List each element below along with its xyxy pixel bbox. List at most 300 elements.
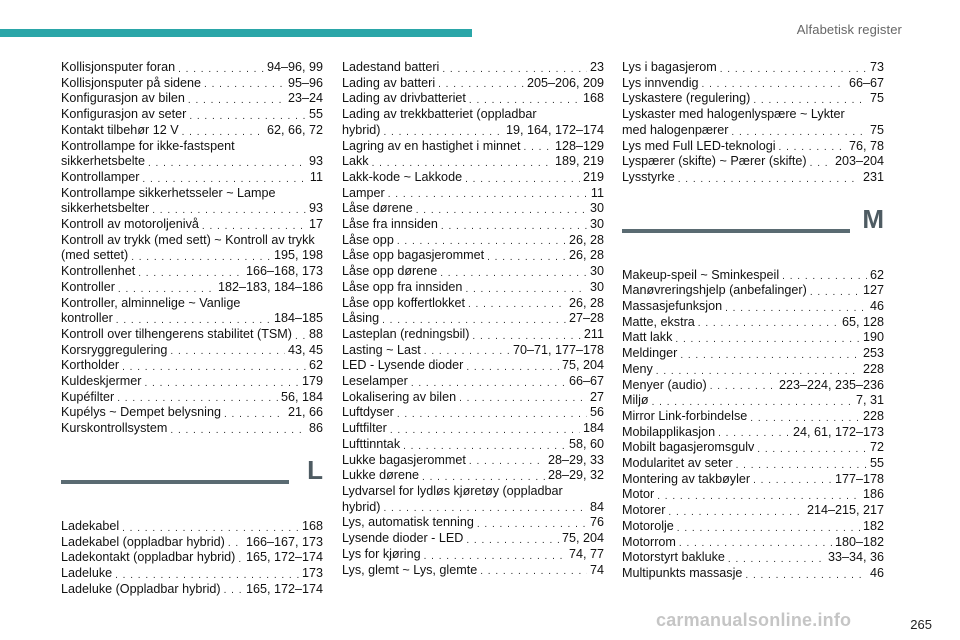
index-entry-pages: 17 (308, 217, 323, 232)
dot-leader (652, 396, 853, 409)
index-entry-pages: 27–28 (568, 311, 604, 326)
dot-leader (745, 569, 867, 582)
index-entry-pages: 7, 31 (855, 393, 884, 408)
index-entry-term: Makeup-speil ~ Sminkespeil (622, 267, 780, 282)
index-entry-pages: 182 (862, 518, 884, 533)
index-entry (61, 91, 323, 107)
dot-leader (224, 584, 243, 597)
index-entry-term: Mirror Link-forbindelse (622, 408, 748, 423)
index-entry-term: hybrid) (342, 122, 381, 137)
index-entry-pages: 30 (589, 201, 604, 216)
index-entry (622, 519, 884, 535)
index-entry (61, 248, 323, 264)
index-entry-pages: 165, 172–174 (245, 550, 323, 565)
dot-leader (142, 173, 307, 186)
index-entry (342, 154, 604, 170)
dot-leader (710, 380, 776, 393)
index-entry-term: Lufttinntak (342, 436, 401, 451)
dot-leader (403, 440, 566, 453)
dot-leader (810, 286, 860, 299)
index-entry-term: Kollisjonsputer foran (61, 60, 176, 74)
index-entry-term: Ladekabel (61, 518, 120, 533)
index-entry-pages: 214–215, 217 (806, 503, 884, 518)
index-entry-pages: 58, 60 (568, 436, 604, 451)
index-entry-term: Kontrollamper (61, 169, 140, 184)
index-entry-term: Låsing (342, 311, 380, 326)
index-entry (342, 374, 604, 390)
section-divider (61, 480, 289, 484)
dot-leader (678, 173, 860, 186)
index-entry-term: Låse opp koffertlokket (342, 295, 465, 310)
index-entry-pages: 184 (582, 421, 604, 436)
index-entry-pages: 74, 77 (568, 546, 604, 561)
index-entry (342, 453, 604, 469)
index-entry-term: Låse dørene (342, 201, 413, 216)
index-entry-pages: 43, 45 (287, 342, 323, 357)
index-entry (622, 76, 884, 92)
dot-leader (202, 220, 306, 233)
index-entry-term: Kortholder (61, 358, 120, 373)
index-entry-term: Lamper (342, 185, 385, 200)
index-entry-pages: 173 (301, 565, 323, 580)
dot-leader (122, 361, 306, 374)
index-entry (342, 123, 604, 139)
dot-leader (675, 333, 860, 346)
index-entry (342, 405, 604, 421)
index-entry-pages: 128–129 (554, 138, 604, 153)
index-entry-term: Kupéfilter (61, 389, 115, 404)
index-entry-term: Kontroller (61, 279, 115, 294)
index-entry (61, 60, 323, 76)
section-letter: L (307, 454, 323, 485)
index-entry-term: Meny (622, 361, 653, 376)
index-entry-term: Lys i bagasjerom (622, 60, 717, 74)
index-entry-term: Låse opp dørene (342, 264, 438, 279)
dot-leader (442, 63, 587, 76)
index-entry-pages: 127 (862, 283, 884, 298)
index-entry-term: Matt lakk (622, 330, 673, 345)
index-entry (342, 343, 604, 359)
dot-leader (424, 550, 566, 563)
index-entry-pages: 62 (869, 267, 884, 282)
dot-leader (736, 459, 867, 472)
index-entry (622, 139, 884, 155)
dot-leader (480, 565, 587, 578)
index-entry (61, 390, 323, 406)
index-list-l-end (622, 60, 884, 186)
dot-leader (779, 141, 846, 154)
dot-leader (170, 345, 285, 358)
dot-leader (131, 251, 271, 264)
dot-leader (117, 392, 278, 405)
index-list-l-continued (342, 60, 604, 578)
dot-leader (487, 251, 566, 264)
index-entry-term: Konfigurasjon av bilen (61, 91, 185, 106)
index-entry-pages: 177–178 (834, 471, 884, 486)
dot-leader (178, 63, 264, 76)
dot-leader (718, 427, 790, 440)
index-entry (61, 170, 323, 186)
index-entry (342, 547, 604, 563)
dot-leader (657, 490, 860, 503)
index-entry-term: Lading av batteri (342, 75, 436, 90)
dot-leader (753, 474, 832, 487)
index-entry (622, 503, 884, 519)
dot-leader (116, 314, 271, 327)
index-entry-text: Kontrollampe for ikke-fastspent (61, 138, 235, 153)
index-entry-term: Lys, automatisk tenning (342, 515, 474, 530)
index-entry-term: Motorrom (622, 534, 676, 549)
index-entry (342, 91, 604, 107)
index-entry-pages: 165, 172–174 (245, 581, 323, 596)
index-entry-pages: 55 (308, 107, 323, 122)
index-entry-text: Kontrollampe sikkerhetsseler ~ Lampe (61, 185, 276, 200)
index-entry (622, 346, 884, 362)
index-entry (342, 468, 604, 484)
index-entry (61, 550, 323, 566)
index-entry-pages: 21, 66 (287, 405, 323, 420)
index-entry-text: Lyskaster med halogenlyspære ~ Lykter (622, 107, 845, 122)
dot-leader (698, 317, 839, 330)
index-entry-term: Massasjefunksjon (622, 299, 723, 314)
dot-leader (416, 204, 587, 217)
index-entry-term: Matte, ekstra (622, 314, 695, 329)
index-entry-pages: 205–206, 209 (526, 75, 604, 90)
dot-leader (170, 424, 306, 437)
dot-leader (440, 267, 587, 280)
index-list-m (622, 268, 884, 582)
index-entry-pages: 62 (308, 358, 323, 373)
dot-leader (390, 424, 580, 437)
index-entry-pages: 186 (862, 487, 884, 502)
dot-leader (731, 126, 867, 139)
dot-leader (750, 412, 860, 425)
dot-leader (465, 173, 580, 186)
index-entry-term: Lakk-kode ~ Lakkode (342, 169, 463, 184)
index-entry-pages: 228 (862, 361, 884, 376)
index-entry-term: Lakk (342, 154, 369, 169)
index-entry-pages: 231 (862, 169, 884, 184)
dot-leader (782, 270, 867, 283)
index-entry (622, 283, 884, 299)
index-entry-pages: 33–34, 36 (827, 550, 884, 565)
index-entry (342, 311, 604, 327)
index-entry (61, 566, 323, 582)
index-entry (622, 268, 884, 284)
dot-leader (115, 569, 299, 582)
index-entry-term: Korsryggregulering (61, 342, 168, 357)
index-entry-term: Motor (622, 487, 655, 502)
index-entry-term: Mobilt bagasjeromsgulv (622, 440, 755, 455)
index-entry-pages: 55 (869, 456, 884, 471)
index-entry-term: kontroller (61, 311, 113, 326)
index-entry (622, 535, 884, 551)
index-entry (61, 76, 323, 92)
index-entry-term: Ladekabel (oppladbar hybrid) (61, 534, 225, 549)
index-entry-term: Lukke dørene (342, 468, 420, 483)
index-entry-term: Kontakt tilbehør 12 V (61, 122, 179, 137)
index-entry (342, 390, 604, 406)
index-entry-pages: 168 (582, 91, 604, 106)
index-entry-term: Montering av takbøyler (622, 471, 751, 486)
index-entry-pages: 74 (589, 562, 604, 577)
index-entry-term: Ladekontakt (oppladbar hybrid) (61, 550, 236, 565)
index-entry-term: med halogenpærer (622, 122, 729, 137)
index-entry (342, 139, 604, 155)
dot-leader (372, 157, 552, 170)
index-entry-pages: 27 (589, 389, 604, 404)
index-entry (61, 327, 323, 343)
index-entry-text: Lydvarsel for lydløs kjøretøy (oppladbar (342, 483, 563, 498)
dot-leader (468, 298, 566, 311)
index-entry-term: Konfigurasjon av seter (61, 107, 187, 122)
index-entry-term: Kontroll av motoroljenivå (61, 217, 199, 232)
index-entry-pages: 93 (308, 201, 323, 216)
dot-leader (441, 220, 587, 233)
dot-leader (438, 78, 524, 91)
page-number: 265 (910, 617, 932, 632)
index-entry (622, 487, 884, 503)
dot-leader (459, 392, 587, 405)
index-entry-term: Låse opp (342, 232, 394, 247)
dot-leader (145, 377, 299, 390)
index-entry-pages: 75, 204 (561, 531, 604, 546)
index-entry (622, 315, 884, 331)
index-entry-pages: 180–182 (834, 534, 884, 549)
index-entry (61, 280, 323, 296)
index-entry-term: Modularitet av seter (622, 456, 733, 471)
index-entry-pages: 179 (301, 374, 323, 389)
index-entry-term: sikkerhetsbelter (61, 201, 150, 216)
index-entry (622, 123, 884, 139)
index-entry-term: (med settet) (61, 248, 129, 263)
dot-leader (465, 283, 587, 296)
index-entry (342, 76, 604, 92)
index-entry (342, 296, 604, 312)
dot-leader (182, 126, 264, 139)
section-header-m (622, 203, 884, 258)
index-entry (622, 330, 884, 346)
index-entry-term: Ladestand batteri (342, 60, 440, 74)
index-entry-pages: 195, 198 (273, 248, 323, 263)
section-divider (622, 229, 850, 233)
index-entry-pages: 30 (589, 264, 604, 279)
index-entry-pages: 46 (869, 565, 884, 580)
index-entry (622, 393, 884, 409)
dot-leader (524, 141, 552, 154)
index-entry (622, 91, 884, 107)
index-entry-pages: 166–168, 173 (245, 264, 323, 279)
index-entry-pages: 11 (309, 169, 323, 184)
index-entry (342, 264, 604, 280)
index-entry-term: Motorolje (622, 518, 674, 533)
index-entry-term: Motorstyrt bakluke (622, 550, 725, 565)
index-entry (342, 500, 604, 516)
index-column-3 (622, 60, 884, 582)
index-entry-pages: 72 (869, 440, 884, 455)
dot-leader (679, 537, 832, 550)
index-entry (622, 378, 884, 394)
index-entry-pages: 26, 28 (568, 295, 604, 310)
index-entry-term: Låse opp fra innsiden (342, 279, 463, 294)
index-entry-text: Kontroll av trykk (med sett) ~ Kontroll av trykk (61, 232, 315, 247)
index-entry (342, 233, 604, 249)
index-entry (61, 374, 323, 390)
index-entry (342, 201, 604, 217)
index-entry-term: Kupélys ~ Dempet belysning (61, 405, 221, 420)
dot-leader (728, 553, 825, 566)
index-entry (622, 550, 884, 566)
index-entry-pages: 66–67 (848, 75, 884, 90)
index-entry-term: Lukke bagasjerommet (342, 452, 466, 467)
page-header-title: Alfabetisk register (796, 22, 902, 37)
index-entry-term: Låse opp bagasjerommet (342, 248, 485, 263)
index-entry (342, 327, 604, 343)
dot-leader (720, 63, 867, 76)
dot-leader (397, 408, 587, 421)
index-entry (622, 472, 884, 488)
index-entry-pages: 95–96 (287, 75, 323, 90)
index-entry-pages: 62, 66, 72 (266, 122, 323, 137)
index-entry-term: Multipunkts massasje (622, 565, 743, 580)
index-entry-pages: 211 (583, 326, 604, 341)
index-entry (622, 60, 884, 76)
index-entry (342, 217, 604, 233)
index-entry-pages: 75 (869, 91, 884, 106)
index-entry (342, 515, 604, 531)
index-entry-term: LED - Lysende dioder (342, 358, 464, 373)
index-entry (61, 311, 323, 327)
dot-leader (725, 302, 867, 315)
index-entry-pages: 56 (589, 405, 604, 420)
index-entry-term: Menyer (audio) (622, 377, 707, 392)
dot-leader (118, 283, 215, 296)
index-entry (622, 409, 884, 425)
index-entry-pages: 46 (869, 299, 884, 314)
index-entry (622, 566, 884, 582)
index-entry (622, 170, 884, 186)
index-entry-pages: 11 (590, 185, 604, 200)
index-entry (622, 154, 884, 170)
section-header-l (61, 454, 323, 509)
dot-leader (472, 330, 581, 343)
index-entry (342, 358, 604, 374)
dot-leader (810, 157, 832, 170)
dot-leader (122, 522, 299, 535)
index-entry-pages: 28–29, 32 (547, 468, 604, 483)
index-entry-term: Låse fra innsiden (342, 217, 438, 232)
index-entry-pages: 65, 128 (841, 314, 884, 329)
index-entry-pages: 203–204 (834, 154, 884, 169)
dot-leader (424, 345, 510, 358)
index-entry-pages: 30 (589, 217, 604, 232)
index-entry-term: Lysstyrke (622, 169, 675, 184)
index-entry-term: Miljø (622, 393, 649, 408)
index-entry-term: Lys, glemt ~ Lys, glemte (342, 562, 478, 577)
index-entry-term: Motorer (622, 503, 666, 518)
index-entry-term: Luftdyser (342, 405, 394, 420)
dot-leader (238, 553, 243, 566)
index-entry-pages: 253 (862, 346, 884, 361)
index-entry-term: Lasting ~ Last (342, 342, 421, 357)
index-entry-pages: 30 (589, 279, 604, 294)
index-entry (342, 60, 604, 76)
dot-leader (668, 506, 804, 519)
index-entry-pages: 219 (582, 169, 604, 184)
dot-leader (702, 78, 846, 91)
index-entry (342, 563, 604, 579)
index-entry-pages: 168 (301, 518, 323, 533)
index-entry-pages: 184–185 (273, 311, 323, 326)
index-entry (342, 280, 604, 296)
dot-leader (422, 471, 545, 484)
index-entry-term: Lokalisering av bilen (342, 389, 457, 404)
dot-leader (189, 110, 306, 123)
index-entry-term: Ladeluke (Oppladbar hybrid) (61, 581, 221, 596)
dot-leader (382, 314, 566, 327)
index-entry (61, 201, 323, 217)
index-entry-term: Meldinger (622, 346, 678, 361)
index-entry (61, 405, 323, 421)
index-entry-pages: 75, 204 (561, 358, 604, 373)
index-entry-pages: 19, 164, 172–174 (505, 122, 604, 137)
index-entry (622, 299, 884, 315)
index-column-1 (61, 60, 323, 597)
dot-leader (388, 188, 588, 201)
index-entry-pages: 76 (589, 515, 604, 530)
index-entry (342, 170, 604, 186)
index-entry-term: Lasteplan (redningsbil) (342, 326, 470, 341)
index-entry-term: Lys med Full LED-teknologi (622, 138, 776, 153)
index-entry-pages: 94–96, 99 (266, 60, 323, 74)
dot-leader (228, 537, 243, 550)
index-entry-pages: 70–71, 177–178 (512, 342, 604, 357)
index-entry-term: Kurskontrollsystem (61, 421, 168, 436)
index-entry (622, 425, 884, 441)
dot-leader (384, 126, 503, 139)
index-entry (61, 107, 323, 123)
index-entry (342, 248, 604, 264)
index-entry-term: Kontroll over tilhengerens stabilitet (TSM) (61, 326, 292, 341)
index-entry-term: Lysende dioder - LED (342, 531, 464, 546)
index-entry-pages: 23 (589, 60, 604, 74)
index-entry-pages: 228 (862, 408, 884, 423)
index-entry-pages: 84 (589, 499, 604, 514)
dot-leader (677, 522, 860, 535)
index-entry-pages: 76, 78 (848, 138, 884, 153)
index-entry (61, 582, 323, 598)
dot-leader (204, 78, 285, 91)
index-entry (342, 421, 604, 437)
dot-leader (148, 157, 306, 170)
index-entry (342, 531, 604, 547)
index-entry-pages: 166–167, 173 (245, 534, 323, 549)
index-entry-term: Kollisjonsputer på sidene (61, 75, 202, 90)
index-entry-term: Lyspærer (skifte) ~ Pærer (skifte) (622, 154, 807, 169)
index-entry (622, 362, 884, 378)
watermark: carmanualsonline.info (656, 610, 852, 630)
index-entry-pages: 93 (308, 154, 323, 169)
dot-leader (477, 518, 587, 531)
index-entry-term: Leselamper (342, 374, 408, 389)
index-entry-pages: 190 (862, 330, 884, 345)
index-entry-pages: 223–224, 235–236 (778, 377, 884, 392)
index-entry (61, 519, 323, 535)
index-entry-term: Kuldeskjermer (61, 374, 142, 389)
index-entry-pages: 23–24 (287, 91, 323, 106)
dot-leader (152, 204, 306, 217)
index-entry-term: Lading av drivbatteriet (342, 91, 466, 106)
